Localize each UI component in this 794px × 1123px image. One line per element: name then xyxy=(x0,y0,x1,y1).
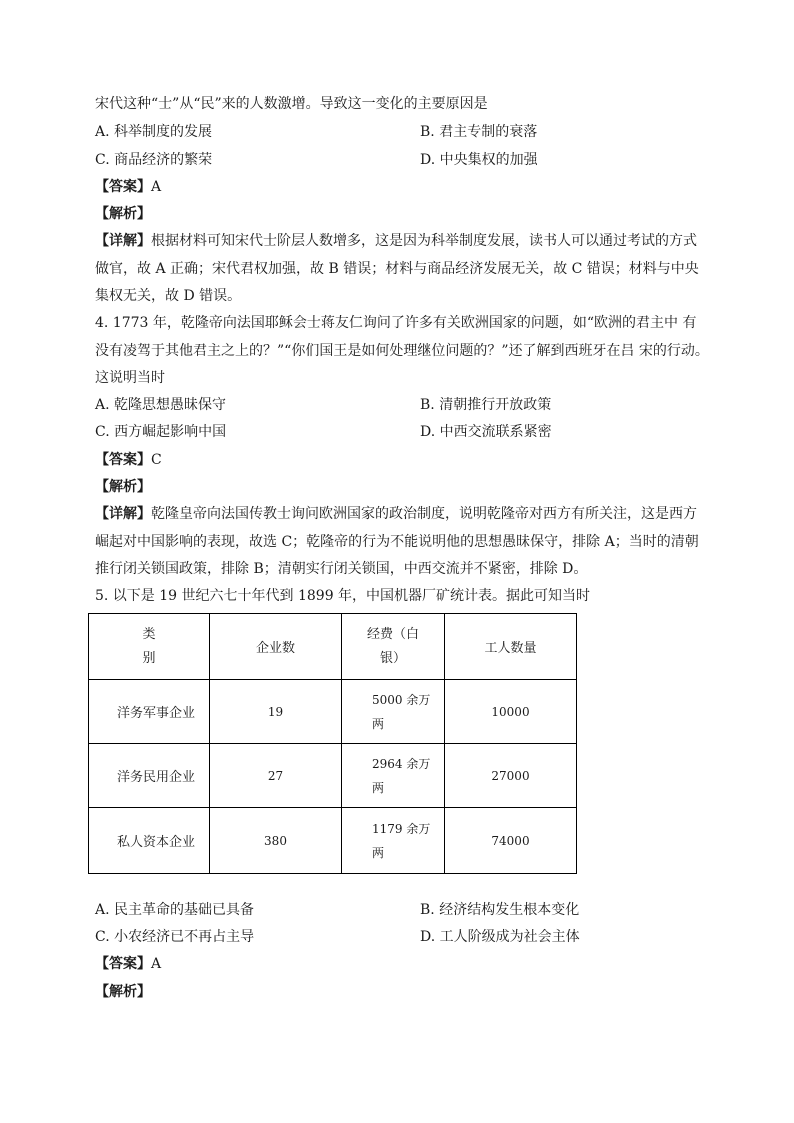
detail-text: 乾隆皇帝向法国传教士询问欧洲国家的政治制度，说明乾隆帝对西方有所关注，这是西方 xyxy=(151,506,697,522)
q4-option-d: D. 中西交流联系紧密 xyxy=(420,424,552,440)
table-row xyxy=(89,808,577,874)
q3-detail-line2: 做官，故 A 正确；宋代君权加强，故 B 错误；材料与商品经济发展无关，故 C 错误；材料与中央 xyxy=(95,261,699,277)
q5-option-b: B. 经济结构发生根本变化 xyxy=(420,902,580,918)
q3-detail-line1 xyxy=(95,231,697,251)
table-cell: 10000 xyxy=(445,680,577,744)
answer-value: A xyxy=(151,956,162,972)
q4-detail-line1 xyxy=(95,504,697,524)
q4-stem-line2: 没有凌驾于其他君主之上的？”“你们国王是如何处理继位问题的？”还了解到西班牙在吕 宋的行动。 xyxy=(95,343,709,359)
q4-option-b: B. 清朝推行开放政策 xyxy=(420,397,552,413)
table-cell: 2964 余万 两 xyxy=(342,744,445,808)
q4-stem-line1: 4. 1773 年，乾隆帝向法国耶稣会士蒋友仁询问了许多有关欧洲国家的问题，如“欧洲的君主中 有 xyxy=(95,315,697,331)
table-header-cell: 工人数量 xyxy=(445,614,577,680)
answer-value: C xyxy=(151,452,162,468)
q5-option-d: D. 工人阶级成为社会主体 xyxy=(420,929,580,945)
table-header-cell: 类 别 xyxy=(89,614,210,680)
detail-tag: 【详解】 xyxy=(95,506,151,522)
answer-value: A xyxy=(151,179,162,195)
table-cell: 19 xyxy=(210,680,342,744)
q3-option-c: C. 商品经济的繁荣 xyxy=(95,152,213,168)
q5-option-c: C. 小农经济已不再占主导 xyxy=(95,929,255,945)
answer-tag: 【答案】 xyxy=(95,956,151,972)
table-cell: 洋务军事企业 xyxy=(89,680,210,744)
q5-answer xyxy=(95,954,161,974)
table-cell: 1179 余万 两 xyxy=(342,808,445,874)
table-row xyxy=(89,744,577,808)
q3-option-d: D. 中央集权的加强 xyxy=(420,152,538,168)
table-cell: 27 xyxy=(210,744,342,808)
detail-tag: 【详解】 xyxy=(95,233,151,249)
table-header-cell: 企业数 xyxy=(210,614,342,680)
table-cell: 5000 余万 两 xyxy=(342,680,445,744)
detail-text: 根据材料可知宋代士阶层人数增多，这是因为科举制度发展，读书人可以通过考试的方式 xyxy=(151,233,697,249)
table-cell: 74000 xyxy=(445,808,577,874)
q4-option-c: C. 西方崛起影响中国 xyxy=(95,424,227,440)
q3-option-a: A. 科举制度的发展 xyxy=(95,124,213,140)
q4-option-a: A. 乾隆思想愚昧保守 xyxy=(95,397,227,413)
table-cell: 私人资本企业 xyxy=(89,808,210,874)
answer-tag: 【答案】 xyxy=(95,179,151,195)
q3-detail-line3: 集权无关，故 D 错误。 xyxy=(95,288,242,304)
table-header-cell: 经费（白 银） xyxy=(342,614,445,680)
factory-statistics-table xyxy=(88,613,577,874)
q3-stem: 宋代这种“士”从“民”来的人数激增。导致这一变化的主要原因是 xyxy=(95,96,488,112)
q4-stem-line3: 这说明当时 xyxy=(95,370,165,386)
answer-tag: 【答案】 xyxy=(95,452,151,468)
table-cell: 380 xyxy=(210,808,342,874)
q4-detail-line3: 推行闭关锁国政策，排除 B；清朝实行闭关锁国，中西交流并不紧密，排除 D。 xyxy=(95,561,588,577)
q3-answer xyxy=(95,177,161,197)
q4-analysis-tag: 【解析】 xyxy=(95,479,151,495)
q4-answer xyxy=(95,450,162,470)
table-cell: 27000 xyxy=(445,744,577,808)
table-row xyxy=(89,680,577,744)
q5-option-a: A. 民主革命的基础已具备 xyxy=(95,902,255,918)
table-header-row xyxy=(89,614,577,680)
q3-analysis-tag: 【解析】 xyxy=(95,206,151,222)
table-cell: 洋务民用企业 xyxy=(89,744,210,808)
q5-analysis-tag: 【解析】 xyxy=(95,984,151,1000)
q3-option-b: B. 君主专制的衰落 xyxy=(420,124,538,140)
q5-stem: 5. 以下是 19 世纪六七十年代到 1899 年，中国机器厂矿统计表。据此可知当时 xyxy=(95,588,591,604)
q4-detail-line2: 崛起对中国影响的表现，故选 C；乾隆帝的行为不能说明他的思想愚昧保守，排除 A；当时的清朝 xyxy=(95,534,699,550)
